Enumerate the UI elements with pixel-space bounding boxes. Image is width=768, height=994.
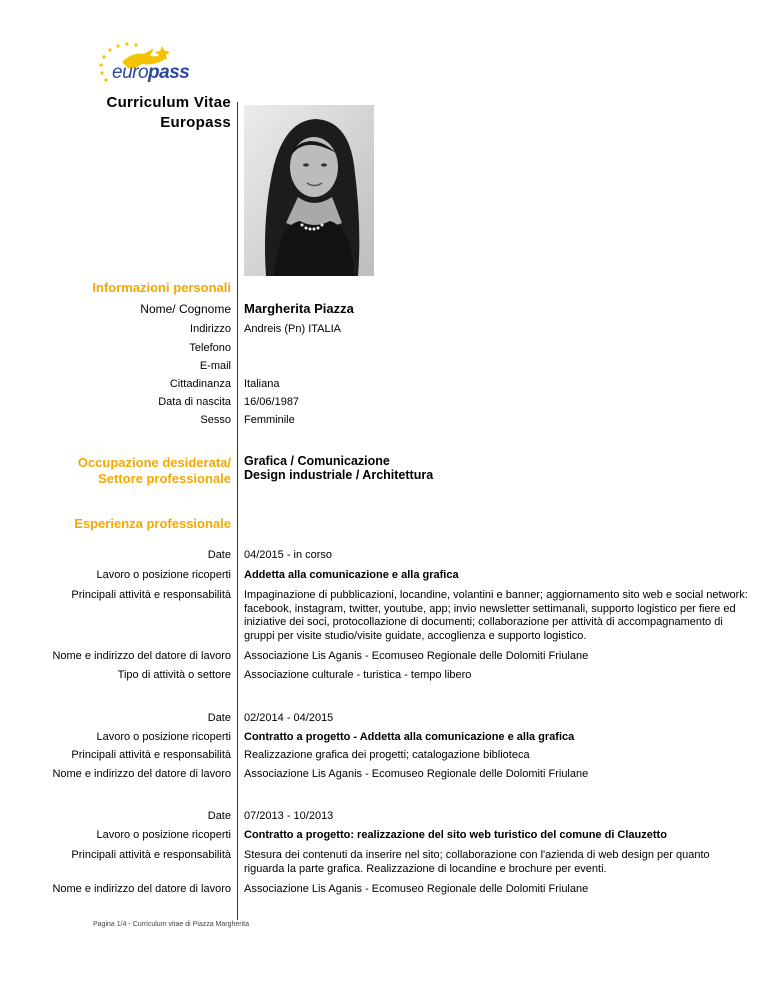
section-personal-heading: Informazioni personali (92, 280, 231, 295)
column-divider (237, 102, 238, 920)
profile-photo (244, 105, 374, 276)
logo-wordmark: europass (112, 62, 190, 83)
section-experience-heading: Esperienza professionale (74, 516, 231, 531)
page-footer: Pagina 1/4 - Curriculum vitae di Piazza Margherita (93, 921, 250, 928)
full-name: Margherita Piazza (244, 301, 354, 316)
section-occupation-heading: Occupazione desiderata/ Settore professionale (77, 455, 231, 486)
document-title: Curriculum Vitae Europass (106, 94, 231, 131)
